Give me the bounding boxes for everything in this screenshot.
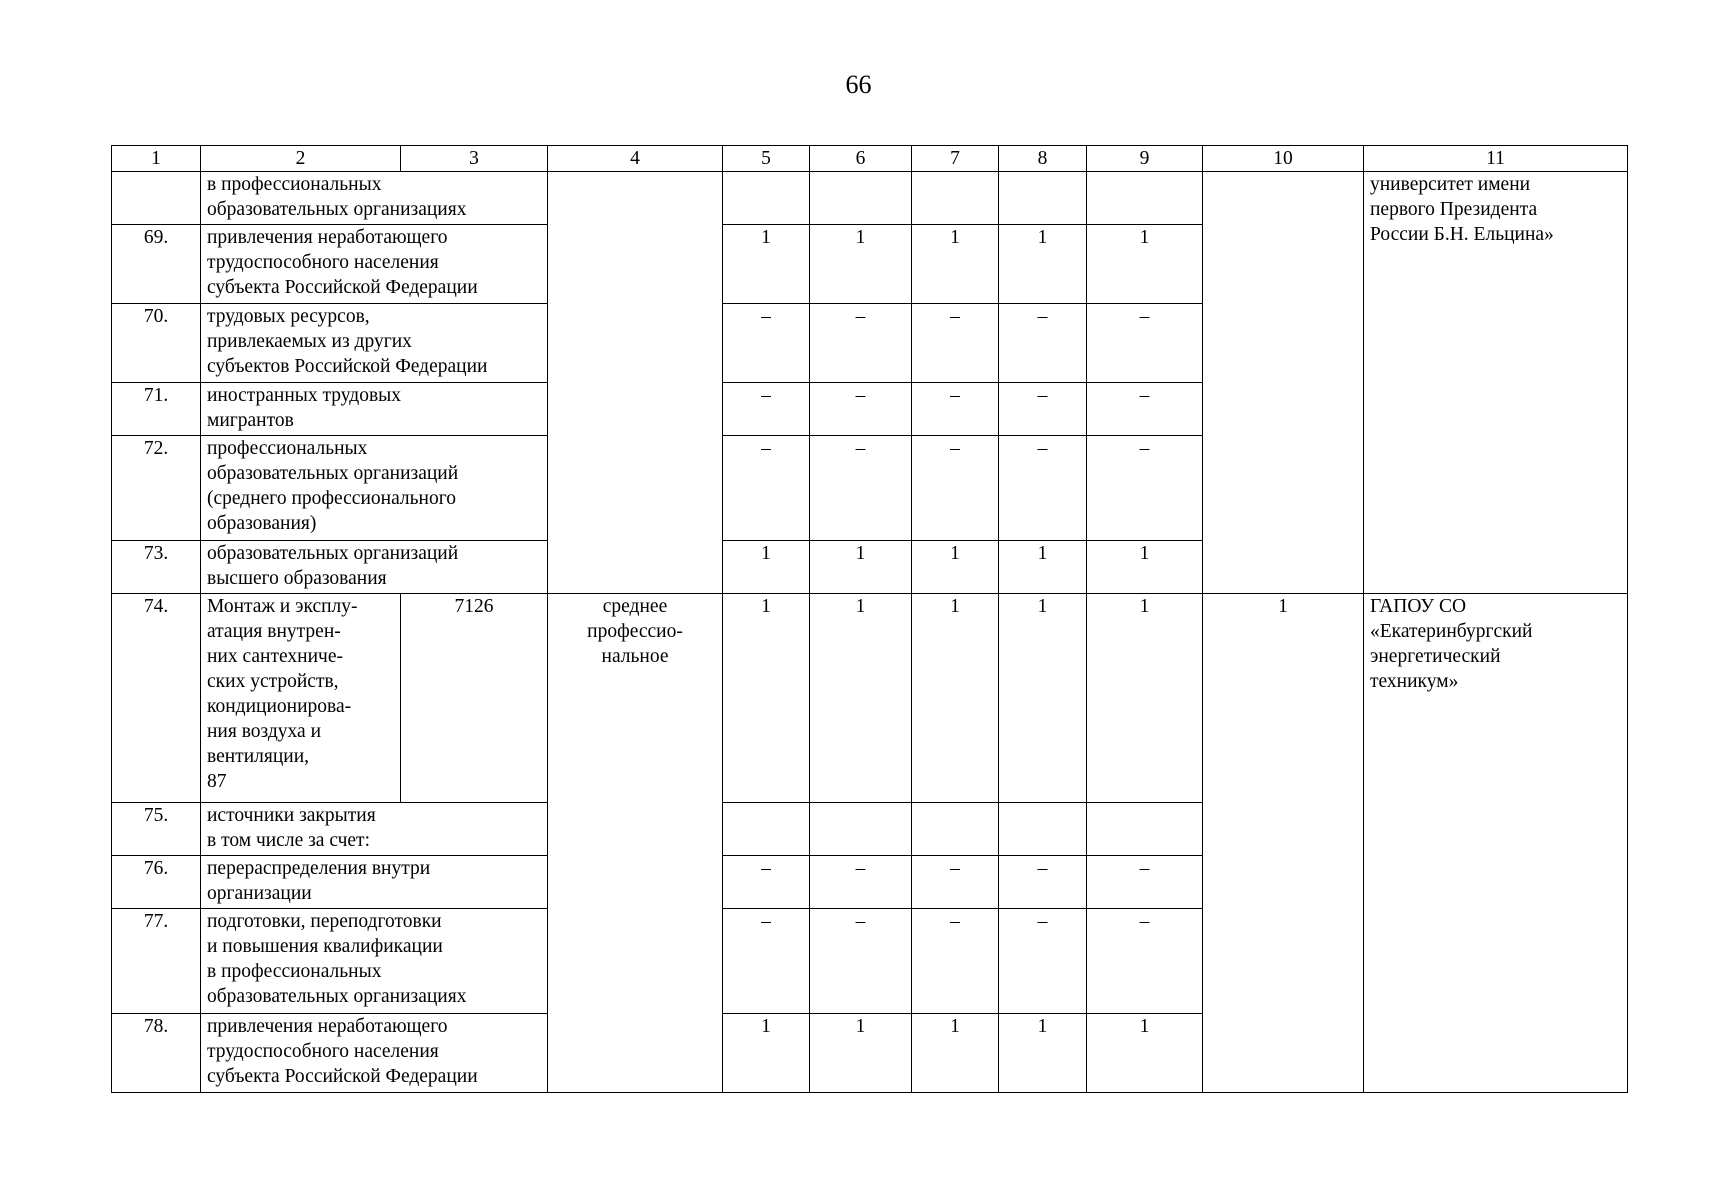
value-cell	[912, 803, 999, 856]
text-line: атация внутрен-	[207, 621, 341, 642]
text-line: субъекта Российской Федерации	[207, 1066, 478, 1087]
value-cell: –	[912, 436, 999, 541]
value-cell: 1	[999, 541, 1087, 594]
row-description	[201, 1014, 548, 1093]
value-cell: –	[723, 909, 810, 1014]
value-cell: 1	[912, 594, 999, 803]
text-line: в профессиональных	[207, 174, 382, 195]
value-cell: –	[723, 436, 810, 541]
row-number: 69.	[112, 225, 201, 304]
text-line: Монтаж и эксплу-	[207, 596, 358, 617]
value-cell	[912, 172, 999, 225]
row-number: 72.	[112, 436, 201, 541]
table-row	[112, 594, 1628, 803]
row-number: 73.	[112, 541, 201, 594]
header-cell: 10	[1203, 146, 1364, 172]
profession-code: 7126	[401, 594, 548, 803]
text-line: привлекаемых из других	[207, 331, 412, 352]
row-description	[201, 856, 548, 909]
text-line: профессиональных	[207, 438, 368, 459]
value-cell: 1	[1087, 225, 1203, 304]
col10-cell-empty	[1203, 172, 1364, 594]
value-cell: –	[1087, 856, 1203, 909]
row-number: 75.	[112, 803, 201, 856]
text-line: России Б.Н. Ельцина»	[1370, 224, 1554, 245]
text-line: ских устройств,	[207, 671, 339, 692]
value-cell: –	[912, 304, 999, 383]
row-description	[201, 436, 548, 541]
row-description	[201, 225, 548, 304]
text-line: в профессиональных	[207, 961, 382, 982]
row-description	[201, 541, 548, 594]
value-cell: –	[912, 909, 999, 1014]
text-line: привлечения неработающего	[207, 1016, 448, 1037]
value-cell: 1	[810, 225, 912, 304]
value-cell: 1	[912, 1014, 999, 1093]
profession-name	[201, 594, 401, 803]
header-cell: 3	[401, 146, 548, 172]
value-cell: –	[810, 909, 912, 1014]
value-cell: 1	[1087, 594, 1203, 803]
value-cell: 1	[912, 541, 999, 594]
value-cell: 1	[723, 225, 810, 304]
education-level-cell-empty	[548, 172, 723, 594]
header-cell: 2	[201, 146, 401, 172]
header-cell: 6	[810, 146, 912, 172]
text-line: них сантехниче-	[207, 646, 343, 667]
value-cell	[1087, 172, 1203, 225]
header-row	[112, 146, 1628, 172]
value-cell: –	[723, 383, 810, 436]
data-table	[111, 145, 1628, 1093]
value-cell: –	[723, 856, 810, 909]
text-line: первого Президента	[1370, 199, 1538, 220]
row-description	[201, 304, 548, 383]
value-cell: –	[999, 436, 1087, 541]
text-line: высшего образования	[207, 568, 387, 589]
value-cell: 1	[810, 541, 912, 594]
text-line: перераспределения внутри	[207, 858, 431, 879]
row-description	[201, 803, 548, 856]
value-cell: 1	[1087, 1014, 1203, 1093]
value-cell	[723, 172, 810, 225]
value-cell: –	[1087, 909, 1203, 1014]
row-number: 77.	[112, 909, 201, 1014]
text-line: вентиляции,	[207, 746, 310, 767]
value-cell: –	[810, 383, 912, 436]
text-line: в том числе за счет:	[207, 830, 370, 851]
value-cell: 1	[912, 225, 999, 304]
value-cell: –	[999, 383, 1087, 436]
text-line: привлечения неработающего	[207, 227, 448, 248]
value-cell	[999, 803, 1087, 856]
value-cell	[810, 803, 912, 856]
value-cell: 1	[999, 594, 1087, 803]
text-line: (среднего профессионального	[207, 488, 456, 509]
value-cell: 1	[723, 1014, 810, 1093]
row-number: 70.	[112, 304, 201, 383]
text-line: и повышения квалификации	[207, 936, 443, 957]
text-line: организации	[207, 883, 312, 904]
header-cell: 5	[723, 146, 810, 172]
value-cell	[1087, 803, 1203, 856]
row-number: 76.	[112, 856, 201, 909]
text-line: субъекта Российской Федерации	[207, 277, 478, 298]
text-line: субъектов Российской Федерации	[207, 356, 488, 377]
value-cell	[810, 172, 912, 225]
value-cell: 1	[723, 541, 810, 594]
text-line: образовательных организациях	[207, 986, 467, 1007]
organization-cell	[1364, 172, 1628, 594]
text-line: университет имени	[1370, 174, 1531, 195]
header-cell: 9	[1087, 146, 1203, 172]
organization-cell	[1364, 594, 1628, 1093]
text-line: иностранных трудовых	[207, 385, 402, 406]
text-line: «Екатеринбургский	[1370, 621, 1533, 642]
header-cell: 11	[1364, 146, 1628, 172]
education-level-cell	[548, 594, 723, 1093]
col10-cell: 1	[1203, 594, 1364, 1093]
text-line: трудовых ресурсов,	[207, 306, 370, 327]
value-cell: –	[810, 856, 912, 909]
value-cell: –	[1087, 383, 1203, 436]
text-line: трудоспособного населения	[207, 252, 439, 273]
row-number: 71.	[112, 383, 201, 436]
value-cell: –	[1087, 304, 1203, 383]
value-cell	[723, 803, 810, 856]
text-line: среднее	[602, 596, 668, 617]
value-cell	[999, 172, 1087, 225]
row-number: 78.	[112, 1014, 201, 1093]
header-cell: 1	[112, 146, 201, 172]
page-number: 66	[845, 70, 872, 99]
text-line: ния воздуха и	[207, 721, 322, 742]
value-cell: –	[810, 436, 912, 541]
text-line: профессио-	[587, 621, 683, 642]
header-cell: 8	[999, 146, 1087, 172]
text-line: техникум»	[1370, 671, 1459, 692]
text-line: ГАПОУ СО	[1370, 596, 1467, 617]
value-cell: –	[912, 383, 999, 436]
value-cell: –	[999, 304, 1087, 383]
text-line: трудоспособного населения	[207, 1041, 439, 1062]
value-cell: –	[1087, 436, 1203, 541]
value-cell: 1	[723, 594, 810, 803]
text-line: кондиционирова-	[207, 696, 352, 717]
value-cell: –	[999, 909, 1087, 1014]
text-line: мигрантов	[207, 410, 294, 431]
row-description	[201, 383, 548, 436]
row-number	[112, 172, 201, 225]
value-cell: –	[810, 304, 912, 383]
value-cell: –	[723, 304, 810, 383]
value-cell: 1	[1087, 541, 1203, 594]
row-description	[201, 909, 548, 1014]
header-cell: 7	[912, 146, 999, 172]
value-cell: –	[999, 856, 1087, 909]
text-line: нальное	[601, 646, 669, 667]
text-line: энергетический	[1370, 646, 1501, 667]
value-cell: 1	[810, 1014, 912, 1093]
value-cell: 1	[810, 594, 912, 803]
header-cell: 4	[548, 146, 723, 172]
text-line: подготовки, переподготовки	[207, 911, 442, 932]
value-cell: 1	[999, 1014, 1087, 1093]
text-line: образовательных организаций	[207, 543, 459, 564]
text-line: образовательных организаций	[207, 463, 459, 484]
value-cell: 1	[999, 225, 1087, 304]
text-line: источники закрытия	[207, 805, 376, 826]
row-number: 74.	[112, 594, 201, 803]
text-line: образования)	[207, 513, 317, 534]
table-row	[112, 172, 1628, 225]
row-description	[201, 172, 548, 225]
value-cell: –	[912, 856, 999, 909]
text-line: 87	[207, 771, 227, 792]
text-line: образовательных организациях	[207, 199, 467, 220]
